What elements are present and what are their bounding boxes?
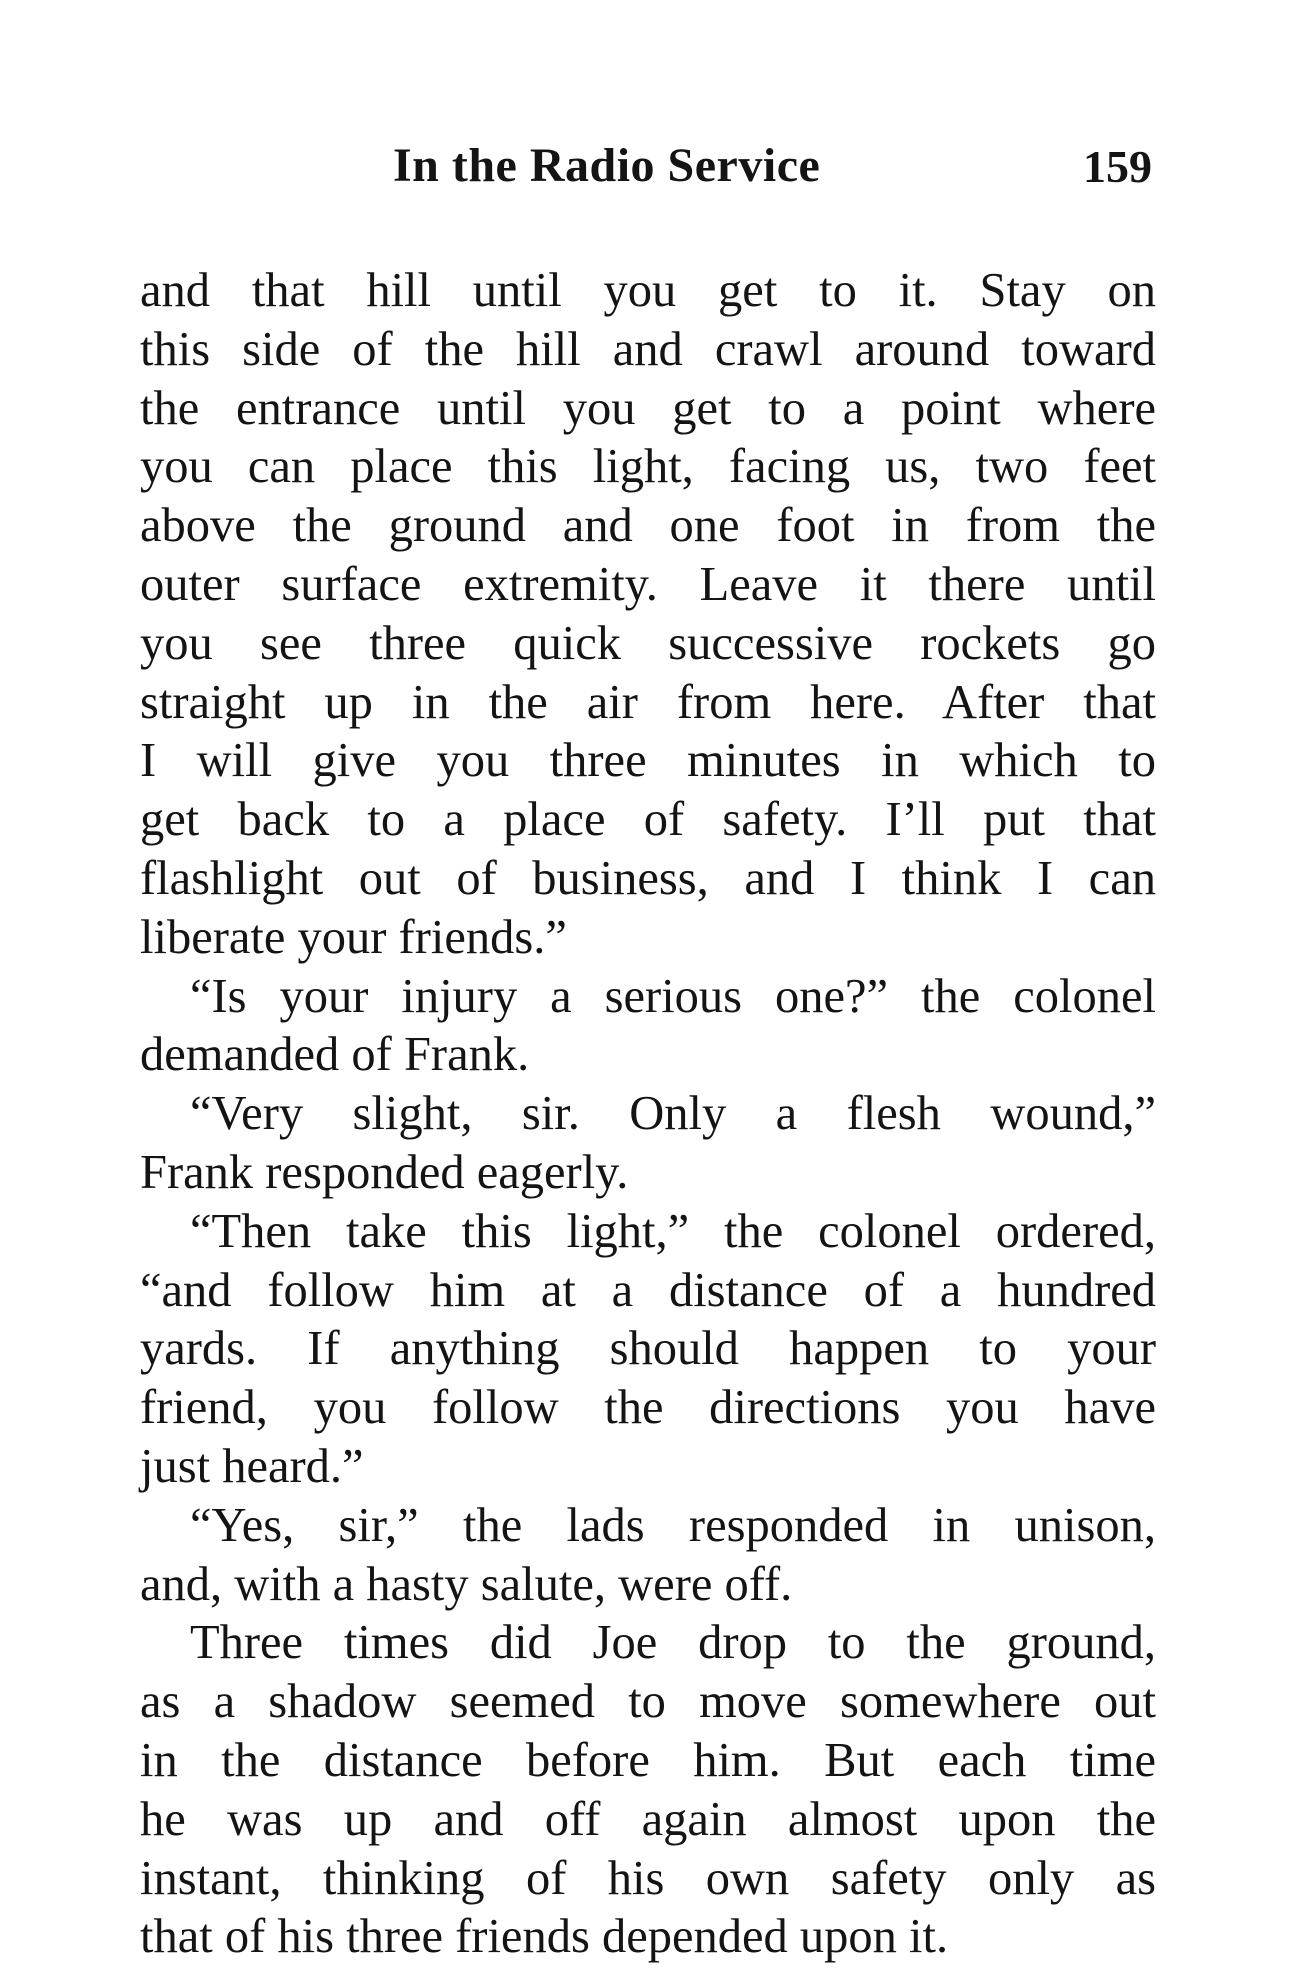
text-line: instant, thinking of his own safety only as [140, 1851, 1156, 1905]
text-line: just heard.” [140, 1439, 364, 1493]
text-line: and, with a hasty salute, were off. [140, 1557, 793, 1611]
text-line: demanded of Frank. [140, 1028, 530, 1082]
text-line: get back to a place of safety. I’ll put that [140, 793, 1156, 847]
text-line: outer surface extremity. Leave it there until [140, 557, 1156, 611]
text-line: “Very slight, sir. Only a flesh wound,” [190, 1087, 1156, 1141]
text-line: you can place this light, facing us, two feet [140, 440, 1156, 494]
text-line: Frank responded eagerly. [140, 1145, 629, 1199]
text-line: liberate your friends.” [140, 910, 567, 964]
text-line: in the distance before him. But each time [140, 1733, 1156, 1787]
text-line: the entrance until you get to a point where [140, 381, 1156, 435]
body-text [140, 262, 1156, 1967]
text-line: I will give you three minutes in which to [140, 734, 1156, 788]
text-line: he was up and off again almost upon the [140, 1792, 1156, 1846]
text-line: as a shadow seemed to move somewhere out [140, 1675, 1156, 1729]
text-line: “Yes, sir,” the lads responded in unison, [190, 1498, 1156, 1552]
text-line: yards. If anything should happen to your [140, 1322, 1156, 1376]
text-line: this side of the hill and crawl around toward [140, 322, 1156, 376]
text-line: above the ground and one foot in from the [140, 499, 1156, 553]
text-line: Three times did Joe drop to the ground, [190, 1616, 1156, 1670]
page-number: 159 [1083, 141, 1152, 192]
text-line: flashlight out of business, and I think I can [140, 851, 1156, 905]
text-line: that of his three friends depended upon it. [140, 1910, 949, 1964]
text-line: “Then take this light,” the colonel ordered, [190, 1204, 1156, 1258]
page-header [140, 138, 1156, 208]
text-line: and that hill until you get to it. Stay on [140, 264, 1156, 317]
text-line: friend, you follow the directions you have [140, 1381, 1156, 1435]
text-line: straight up in the air from here. After that [140, 675, 1156, 729]
text-line: “Is your injury a serious one?” the colonel [190, 969, 1156, 1023]
text-line: “and follow him at a distance of a hundred [140, 1263, 1156, 1317]
running-title: In the Radio Service [393, 139, 821, 192]
text-line: you see three quick successive rockets go [140, 616, 1156, 670]
